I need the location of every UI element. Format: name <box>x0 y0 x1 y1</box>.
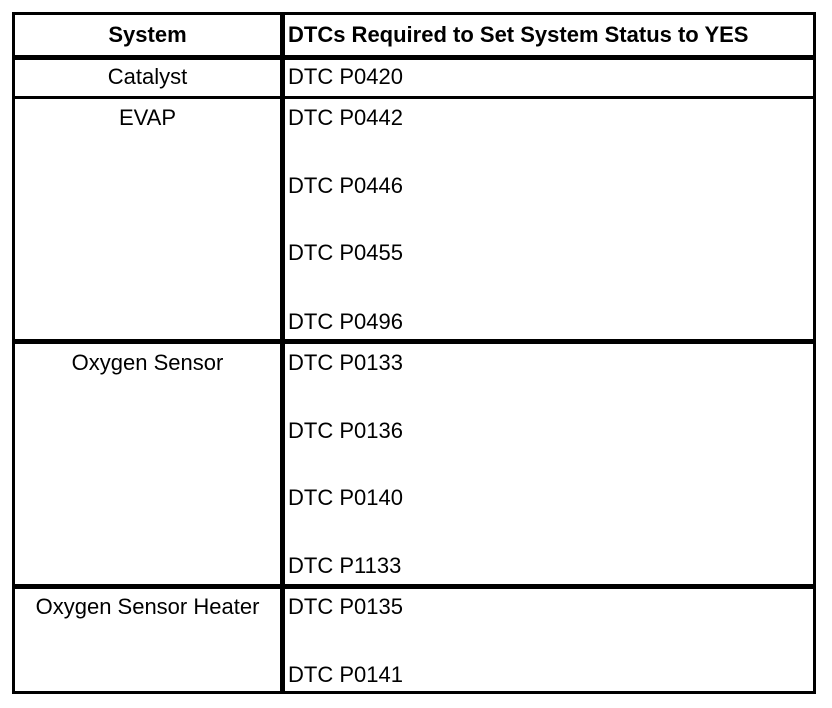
dtc-cell: DTC P0133 <box>288 350 403 375</box>
dtc-table <box>12 12 816 694</box>
dtc-cell: DTC P0420 <box>288 64 403 89</box>
system-cell-evap: EVAP <box>118 105 177 130</box>
dtc-cell: DTC P0446 <box>288 173 403 198</box>
dtc-cell: DTC P0442 <box>288 105 403 130</box>
row-divider <box>15 96 813 99</box>
dtc-cell: DTC P0135 <box>288 594 403 619</box>
dtc-cell: DTC P0455 <box>288 240 403 265</box>
row-divider <box>15 584 813 589</box>
dtc-cell: DTC P0141 <box>288 662 403 687</box>
row-divider <box>15 339 813 344</box>
dtc-cell: DTC P1133 <box>288 553 402 578</box>
system-cell-oxygen-sensor: Oxygen Sensor <box>71 350 224 375</box>
system-cell-catalyst: Catalyst <box>107 64 188 89</box>
header-divider <box>15 55 813 60</box>
dtc-cell: DTC P0496 <box>288 309 403 334</box>
header-system: System <box>108 22 187 47</box>
system-cell-oxygen-sensor-heater: Oxygen Sensor Heater <box>35 594 260 619</box>
column-divider <box>280 15 285 691</box>
dtc-cell: DTC P0136 <box>288 418 403 443</box>
header-dtcs: DTCs Required to Set System Status to YES <box>288 22 749 47</box>
dtc-cell: DTC P0140 <box>288 485 403 510</box>
